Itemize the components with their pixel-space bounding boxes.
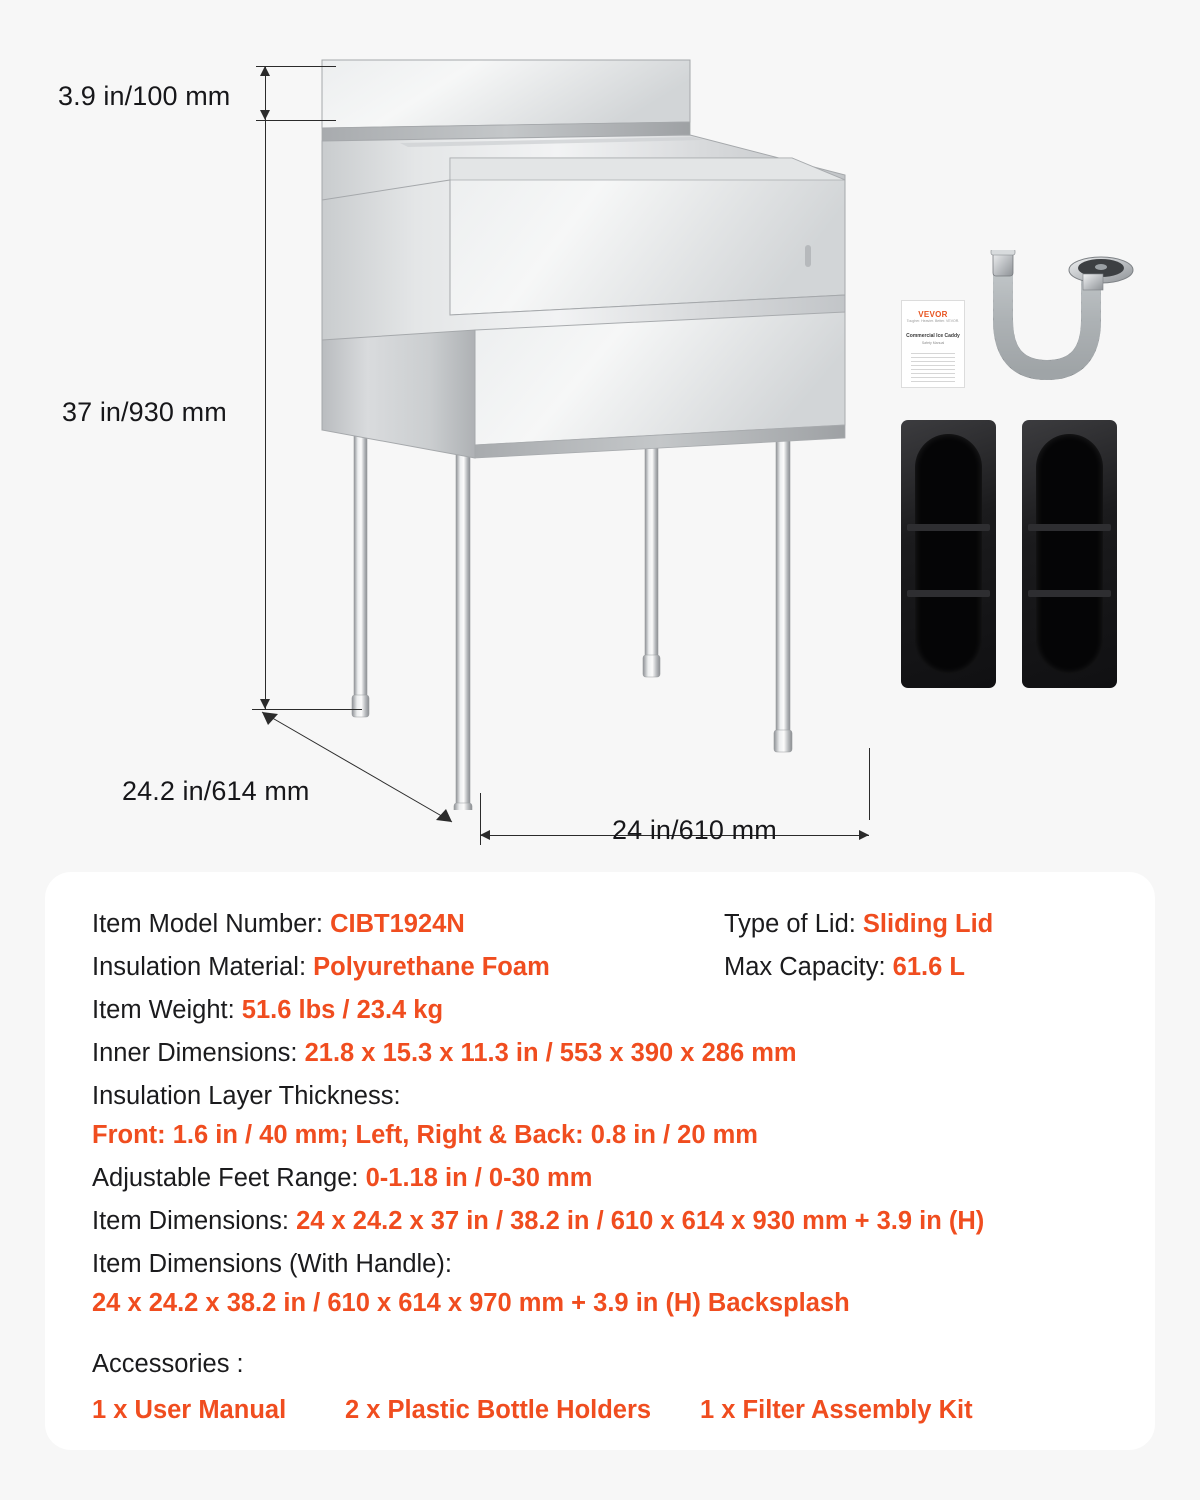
spec-label: Item Dimensions: <box>92 1207 297 1235</box>
spec-value: 21.8 x 15.3 x 11.3 in / 553 x 390 x 286 mm <box>304 1039 797 1067</box>
arrow-left-width <box>480 830 490 840</box>
spec-insulation-material <box>92 953 550 982</box>
spec-value: Front: 1.6 in / 40 mm; Left, Right & Back: 0.8 in / 20 mm <box>92 1121 758 1149</box>
spec-max-capacity <box>724 953 965 982</box>
spec-value: CIBT1924N <box>330 910 465 938</box>
spec-item-dimensions-handle-value <box>92 1289 850 1318</box>
holder-cavity <box>915 434 982 674</box>
dim-label-overall-height: 37 in/930 mm <box>62 397 227 427</box>
spec-card <box>45 872 1155 1450</box>
spec-value: 51.6 lbs / 23.4 kg <box>241 996 444 1024</box>
lid-handle <box>805 245 811 267</box>
manual-title: Commercial Ice Caddy <box>906 333 960 339</box>
left-skirt <box>322 330 475 458</box>
spec-inner-dimensions <box>92 1039 797 1068</box>
spec-value: 24 x 24.2 x 37 in / 38.2 in / 610 x 614 x 930 mm + 3.9 in (H) <box>296 1207 985 1235</box>
ice-bin-drawing <box>300 40 880 810</box>
front-ledge <box>475 312 845 458</box>
filter-assembly-kit-graphic <box>975 250 1140 395</box>
dim-label-depth: 24.2 in/614 mm <box>122 776 310 806</box>
holder-cavity <box>1036 434 1103 674</box>
dim-line-overall-height <box>265 66 266 709</box>
spec-value: Sliding Lid <box>862 910 994 938</box>
spec-label: Insulation Layer Thickness: <box>92 1082 401 1110</box>
spec-label: Item Dimensions (With Handle): <box>92 1250 452 1278</box>
manual-brand: VEVOR <box>918 310 948 319</box>
accessories-label: Accessories : <box>92 1350 244 1378</box>
ext-line-width-right <box>869 748 870 820</box>
spec-item-dimensions <box>92 1207 984 1236</box>
accessory-bottle-holders: 2 x Plastic Bottle Holders <box>345 1396 652 1424</box>
sliding-lid <box>450 158 845 315</box>
accessory-user-manual: 1 x User Manual <box>92 1396 287 1424</box>
holder-rib <box>907 524 990 531</box>
ext-line-backsplash-bottom <box>256 120 336 121</box>
spec-insulation-thickness-label <box>92 1082 401 1111</box>
holder-rib <box>907 590 990 597</box>
spec-label: Adjustable Feet Range: <box>92 1164 366 1192</box>
spec-value: Polyurethane Foam <box>313 953 550 981</box>
holder-rib <box>1028 524 1111 531</box>
plastic-bottle-holder-1 <box>901 420 996 688</box>
dim-line-depth <box>240 700 490 830</box>
holder-rib <box>1028 590 1111 597</box>
backsplash <box>322 60 690 141</box>
spec-lid-type <box>724 910 993 939</box>
spec-label: Item Model Number: <box>92 910 331 938</box>
dim-label-backsplash-height: 3.9 in/100 mm <box>58 81 231 111</box>
spec-model-number <box>92 910 465 939</box>
spec-label: Inner Dimensions: <box>92 1039 305 1067</box>
spec-label: Item Weight: <box>92 996 242 1024</box>
spec-value: 0-1.18 in / 0-30 mm <box>365 1164 593 1192</box>
spec-item-dimensions-handle-label <box>92 1250 452 1279</box>
plastic-bottle-holder-2 <box>1022 420 1117 688</box>
manual-brand-sub: Tougher. Heavier. Better. VEVOR. <box>906 319 960 323</box>
spec-insulation-thickness-value <box>92 1121 758 1150</box>
spec-label: Insulation Material: <box>92 953 314 981</box>
dim-label-width: 24 in/610 mm <box>612 815 777 845</box>
spec-value: 61.6 L <box>892 953 965 981</box>
accessory-filter-kit: 1 x Filter Assembly Kit <box>700 1396 973 1424</box>
manual-text-lines <box>911 353 955 385</box>
spec-value: 24 x 24.2 x 38.2 in / 610 x 614 x 970 mm + 3.9 in (H) Backsplash <box>92 1289 850 1317</box>
user-manual-graphic <box>901 300 965 388</box>
product-illustration <box>300 40 880 800</box>
spec-adjustable-feet <box>92 1164 592 1193</box>
spec-label: Max Capacity: <box>724 953 893 981</box>
spec-label: Type of Lid: <box>724 910 863 938</box>
manual-subtitle: Safety Manual <box>921 341 945 345</box>
arrow-right-width <box>859 830 869 840</box>
spec-item-weight <box>92 996 443 1025</box>
